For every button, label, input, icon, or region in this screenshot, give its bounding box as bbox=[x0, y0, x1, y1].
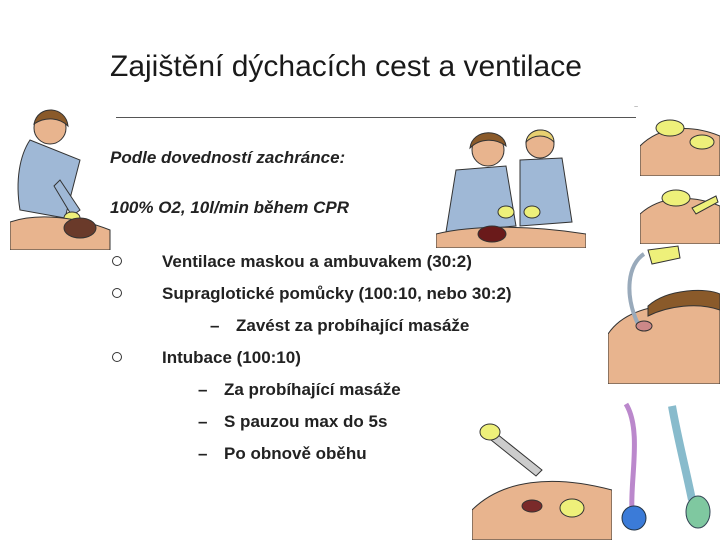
page-title: Zajištění dýchacích cest a ventilace bbox=[110, 50, 582, 83]
endotracheal-tube-illustration bbox=[612, 400, 720, 540]
sub-bullet-item bbox=[112, 444, 582, 476]
bullet-item bbox=[112, 252, 582, 284]
bullet-item bbox=[112, 348, 582, 380]
head-tilt-illustration-top bbox=[640, 106, 720, 176]
bullet-marker-icon bbox=[112, 288, 122, 298]
title-divider bbox=[116, 117, 636, 118]
subtitle-skills: Podle dovedností zachránce: bbox=[110, 148, 346, 167]
dash-icon: – bbox=[198, 380, 208, 399]
sub-bullet-text: Po obnově oběhu bbox=[224, 444, 367, 463]
sub-bullet-item bbox=[112, 316, 582, 348]
two-rescuers-cpr-illustration bbox=[436, 126, 586, 248]
bullet-marker-icon bbox=[112, 352, 122, 362]
head-tilt-illustration-bottom bbox=[640, 178, 720, 244]
dash-icon: – bbox=[198, 412, 208, 431]
sub-bullet-text: Za probíhající masáže bbox=[224, 380, 401, 399]
sub-bullet-item bbox=[112, 380, 582, 412]
dash-icon: – bbox=[198, 444, 208, 463]
sub-bullet-item bbox=[112, 412, 582, 444]
rescuer-bag-mask-illustration bbox=[10, 100, 120, 250]
supraglottic-airway-illustration bbox=[608, 244, 720, 384]
bullet-text: Supraglotické pomůcky (100:10, nebo 30:2) bbox=[162, 284, 512, 303]
sub-bullet-text: S pauzou max do 5s bbox=[224, 412, 388, 431]
bullet-marker-icon bbox=[112, 256, 122, 266]
subtitle-oxygen: 100% O2, 10l/min během CPR bbox=[110, 198, 350, 217]
divider-end-mark: ~ bbox=[634, 104, 639, 111]
dash-icon: – bbox=[210, 316, 220, 335]
bullet-text: Intubace (100:10) bbox=[162, 348, 301, 367]
bullet-item bbox=[112, 284, 582, 316]
sub-bullet-text: Zavést za probíhající masáže bbox=[236, 316, 470, 335]
bullet-list bbox=[112, 252, 582, 476]
bullet-text: Ventilace maskou a ambuvakem (30:2) bbox=[162, 252, 472, 271]
